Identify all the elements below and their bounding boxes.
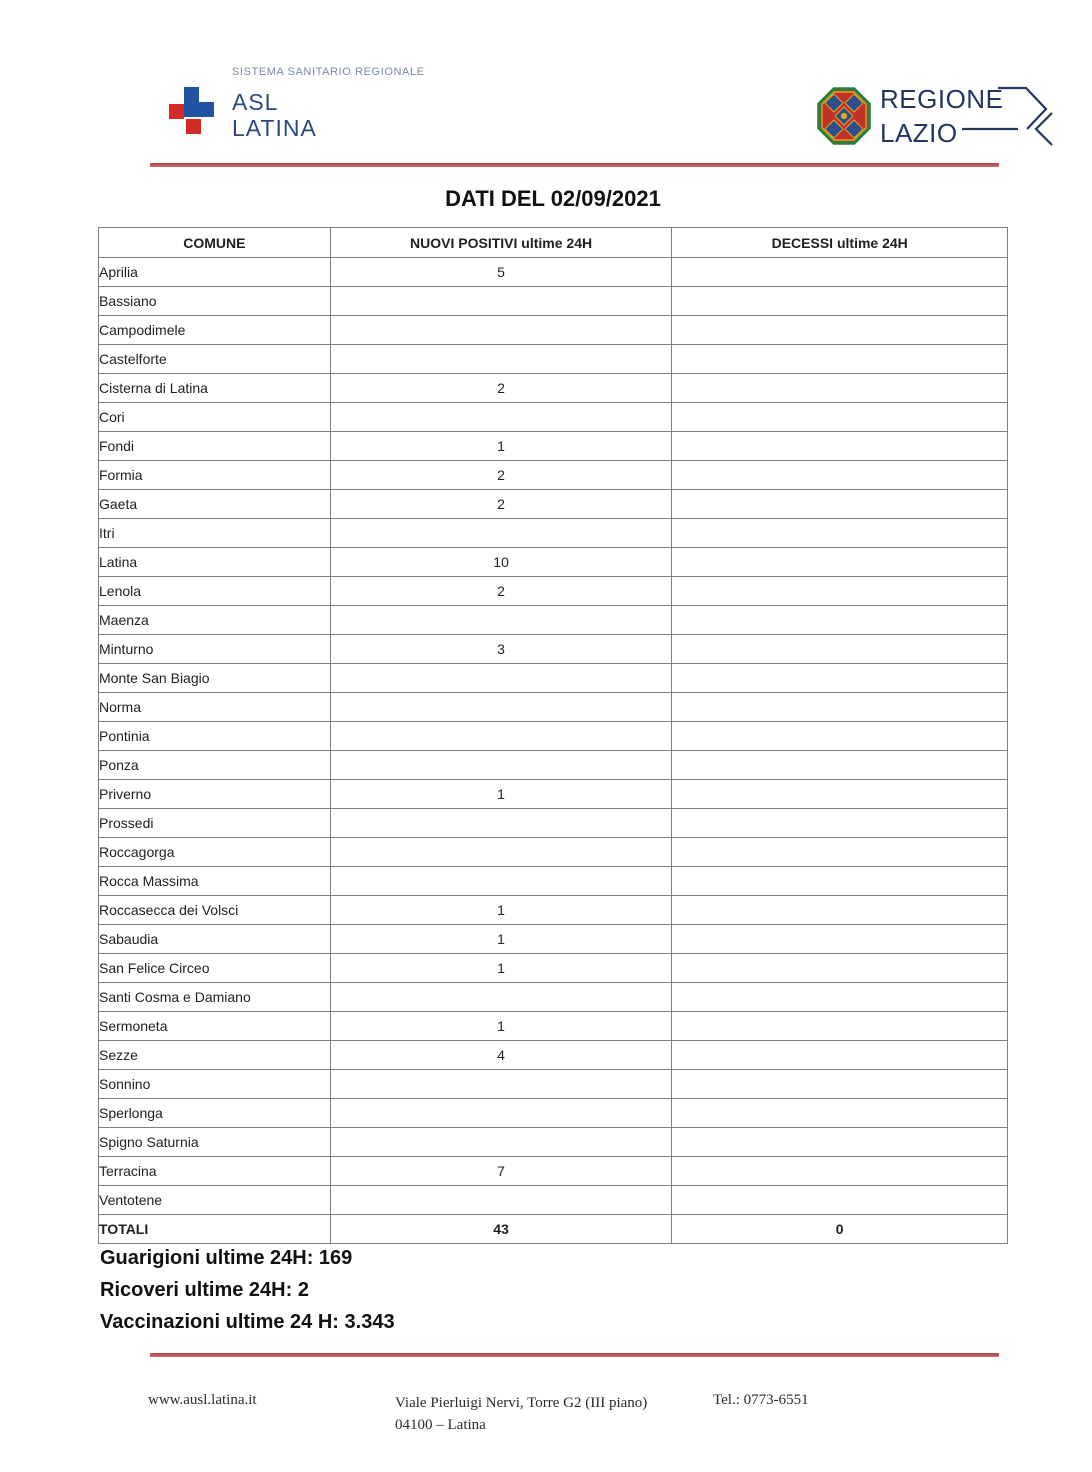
- cell-totali-decessi: 0: [672, 1215, 1008, 1244]
- cell-decessi: [672, 954, 1008, 983]
- cell-nuovi-positivi: 4: [330, 1041, 672, 1070]
- cell-nuovi-positivi: 1: [330, 954, 672, 983]
- cell-decessi: [672, 693, 1008, 722]
- asl-cross-icon: [168, 86, 216, 136]
- cell-decessi: [672, 1012, 1008, 1041]
- cell-nuovi-positivi: [330, 838, 672, 867]
- cell-decessi: [672, 374, 1008, 403]
- cell-totali-nuovi-positivi: 43: [330, 1215, 672, 1244]
- cell-decessi: [672, 1157, 1008, 1186]
- table-row: [99, 867, 1008, 896]
- cell-decessi: [672, 287, 1008, 316]
- table-row: [99, 403, 1008, 432]
- col-header-nuovi-positivi: NUOVI POSITIVI ultime 24H: [330, 228, 672, 258]
- cell-decessi: [672, 1186, 1008, 1215]
- table-row: [99, 751, 1008, 780]
- cell-decessi: [672, 519, 1008, 548]
- cell-decessi: [672, 838, 1008, 867]
- table-row: [99, 954, 1008, 983]
- cell-nuovi-positivi: 3: [330, 635, 672, 664]
- cell-decessi: [672, 258, 1008, 287]
- cell-nuovi-positivi: 5: [330, 258, 672, 287]
- table-row: [99, 258, 1008, 287]
- cell-comune: Prossedi: [99, 809, 331, 838]
- cell-comune: Monte San Biagio: [99, 664, 331, 693]
- cell-nuovi-positivi: [330, 519, 672, 548]
- cell-comune: Norma: [99, 693, 331, 722]
- col-header-comune: COMUNE: [99, 228, 331, 258]
- cell-nuovi-positivi: [330, 809, 672, 838]
- page-title: DATI DEL 02/09/2021: [445, 186, 661, 211]
- covid-data-table: [98, 227, 1008, 1244]
- cell-nuovi-positivi: 7: [330, 1157, 672, 1186]
- table-row: [99, 722, 1008, 751]
- cell-comune: Rocca Massima: [99, 867, 331, 896]
- cell-decessi: [672, 896, 1008, 925]
- summary-line: Ricoveri ultime 24H: 2: [100, 1279, 309, 1301]
- cell-decessi: [672, 577, 1008, 606]
- cell-decessi: [672, 1070, 1008, 1099]
- table-row: [99, 519, 1008, 548]
- cell-nuovi-positivi: 2: [330, 461, 672, 490]
- cell-decessi: [672, 403, 1008, 432]
- table-row: [99, 432, 1008, 461]
- table-totals-row: [99, 1215, 1008, 1244]
- cell-comune: Priverno: [99, 780, 331, 809]
- cell-comune: Aprilia: [99, 258, 331, 287]
- lazio-text: LAZIO: [880, 118, 958, 148]
- cell-nuovi-positivi: [330, 316, 672, 345]
- cell-decessi: [672, 316, 1008, 345]
- cell-nuovi-positivi: 1: [330, 432, 672, 461]
- cell-comune: Sermoneta: [99, 1012, 331, 1041]
- regione-lazio-wordmark: [880, 84, 1056, 150]
- cell-decessi: [672, 548, 1008, 577]
- cell-decessi: [672, 461, 1008, 490]
- cell-nuovi-positivi: 1: [330, 780, 672, 809]
- cell-comune: Terracina: [99, 1157, 331, 1186]
- table-row: [99, 1186, 1008, 1215]
- summary-line: Guarigioni ultime 24H: 169: [100, 1247, 353, 1269]
- summary-lines: [100, 1242, 395, 1338]
- cell-decessi: [672, 664, 1008, 693]
- cell-decessi: [672, 1099, 1008, 1128]
- table-row: [99, 925, 1008, 954]
- table-row: [99, 664, 1008, 693]
- cell-nuovi-positivi: [330, 664, 672, 693]
- cell-nuovi-positivi: [330, 983, 672, 1012]
- cell-nuovi-positivi: [330, 693, 672, 722]
- table-row: [99, 606, 1008, 635]
- cell-nuovi-positivi: [330, 751, 672, 780]
- cell-decessi: [672, 722, 1008, 751]
- cell-decessi: [672, 780, 1008, 809]
- cell-comune: Ventotene: [99, 1186, 331, 1215]
- cell-nuovi-positivi: [330, 403, 672, 432]
- cell-comune: San Felice Circeo: [99, 954, 331, 983]
- cell-decessi: [672, 809, 1008, 838]
- bottom-red-rule: [150, 1353, 999, 1357]
- cell-nuovi-positivi: [330, 345, 672, 374]
- table-row: [99, 374, 1008, 403]
- asl-name-line1: ASL: [232, 89, 279, 115]
- sistema-sanitario-label: SISTEMA SANITARIO REGIONALE: [232, 66, 425, 78]
- table-row: [99, 1157, 1008, 1186]
- cell-nuovi-positivi: [330, 1070, 672, 1099]
- table-row: [99, 1012, 1008, 1041]
- cell-comune: Formia: [99, 461, 331, 490]
- footer-address-line1: Viale Pierluigi Nervi, Torre G2 (III piano): [395, 1395, 648, 1411]
- cell-comune: Sonnino: [99, 1070, 331, 1099]
- col-header-decessi: DECESSI ultime 24H: [672, 228, 1008, 258]
- cell-decessi: [672, 925, 1008, 954]
- regione-lazio-logo: [816, 84, 1056, 150]
- cell-nuovi-positivi: [330, 1128, 672, 1157]
- summary-line: Vaccinazioni ultime 24 H: 3.343: [100, 1311, 395, 1333]
- table-row: [99, 548, 1008, 577]
- footer-address: [395, 1392, 647, 1436]
- asl-name: [232, 89, 425, 141]
- cell-nuovi-positivi: [330, 606, 672, 635]
- table-header-row: [99, 228, 1008, 258]
- footer-address-line2: 04100 – Latina: [395, 1417, 486, 1433]
- cell-nuovi-positivi: 1: [330, 1012, 672, 1041]
- cell-comune: Sperlonga: [99, 1099, 331, 1128]
- table-row: [99, 780, 1008, 809]
- cell-decessi: [672, 983, 1008, 1012]
- cell-nuovi-positivi: [330, 722, 672, 751]
- cell-nuovi-positivi: [330, 1099, 672, 1128]
- cell-decessi: [672, 606, 1008, 635]
- table-row: [99, 693, 1008, 722]
- cell-comune: Ponza: [99, 751, 331, 780]
- footer-phone: Tel.: 0773-6551: [713, 1392, 809, 1408]
- cell-comune: Campodimele: [99, 316, 331, 345]
- footer-website: www.ausl.latina.it: [148, 1392, 257, 1408]
- cell-decessi: [672, 1041, 1008, 1070]
- cell-comune: Minturno: [99, 635, 331, 664]
- cell-comune: Castelforte: [99, 345, 331, 374]
- cell-nuovi-positivi: 10: [330, 548, 672, 577]
- table-row: [99, 287, 1008, 316]
- regione-lazio-emblem-icon: [816, 86, 872, 146]
- cell-decessi: [672, 751, 1008, 780]
- cell-decessi: [672, 345, 1008, 374]
- cell-nuovi-positivi: 1: [330, 896, 672, 925]
- cell-comune: Cori: [99, 403, 331, 432]
- table-row: [99, 461, 1008, 490]
- cell-comune: Itri: [99, 519, 331, 548]
- table-row: [99, 345, 1008, 374]
- cell-decessi: [672, 490, 1008, 519]
- table-row: [99, 1041, 1008, 1070]
- cell-nuovi-positivi: 2: [330, 490, 672, 519]
- cell-comune: Lenola: [99, 577, 331, 606]
- cell-nuovi-positivi: [330, 287, 672, 316]
- cell-comune: Roccagorga: [99, 838, 331, 867]
- cell-comune: Cisterna di Latina: [99, 374, 331, 403]
- cell-comune: Pontinia: [99, 722, 331, 751]
- cell-totali-label: TOTALI: [99, 1215, 331, 1244]
- cell-decessi: [672, 1128, 1008, 1157]
- cell-nuovi-positivi: [330, 867, 672, 896]
- cell-comune: Spigno Saturnia: [99, 1128, 331, 1157]
- cell-nuovi-positivi: 2: [330, 577, 672, 606]
- table-row: [99, 577, 1008, 606]
- cell-decessi: [672, 867, 1008, 896]
- table-row: [99, 1128, 1008, 1157]
- cell-comune: Gaeta: [99, 490, 331, 519]
- table-row: [99, 1099, 1008, 1128]
- cell-decessi: [672, 432, 1008, 461]
- top-red-rule: [150, 163, 999, 167]
- table-row: [99, 316, 1008, 345]
- cell-nuovi-positivi: 1: [330, 925, 672, 954]
- cell-comune: Roccasecca dei Volsci: [99, 896, 331, 925]
- regione-text: REGIONE: [880, 84, 1004, 114]
- table-row: [99, 635, 1008, 664]
- table-row: [99, 983, 1008, 1012]
- table-row: [99, 1070, 1008, 1099]
- table-row: [99, 490, 1008, 519]
- table-body: [99, 258, 1008, 1244]
- cell-comune: Fondi: [99, 432, 331, 461]
- table-row: [99, 838, 1008, 867]
- cell-nuovi-positivi: [330, 1186, 672, 1215]
- asl-name-line2: LATINA: [232, 115, 317, 141]
- cell-comune: Sezze: [99, 1041, 331, 1070]
- table-row: [99, 809, 1008, 838]
- table-row: [99, 896, 1008, 925]
- cell-comune: Santi Cosma e Damiano: [99, 983, 331, 1012]
- asl-logo-text: [232, 66, 425, 141]
- cell-comune: Bassiano: [99, 287, 331, 316]
- cell-decessi: [672, 635, 1008, 664]
- cell-comune: Sabaudia: [99, 925, 331, 954]
- cell-nuovi-positivi: 2: [330, 374, 672, 403]
- cell-comune: Latina: [99, 548, 331, 577]
- cell-comune: Maenza: [99, 606, 331, 635]
